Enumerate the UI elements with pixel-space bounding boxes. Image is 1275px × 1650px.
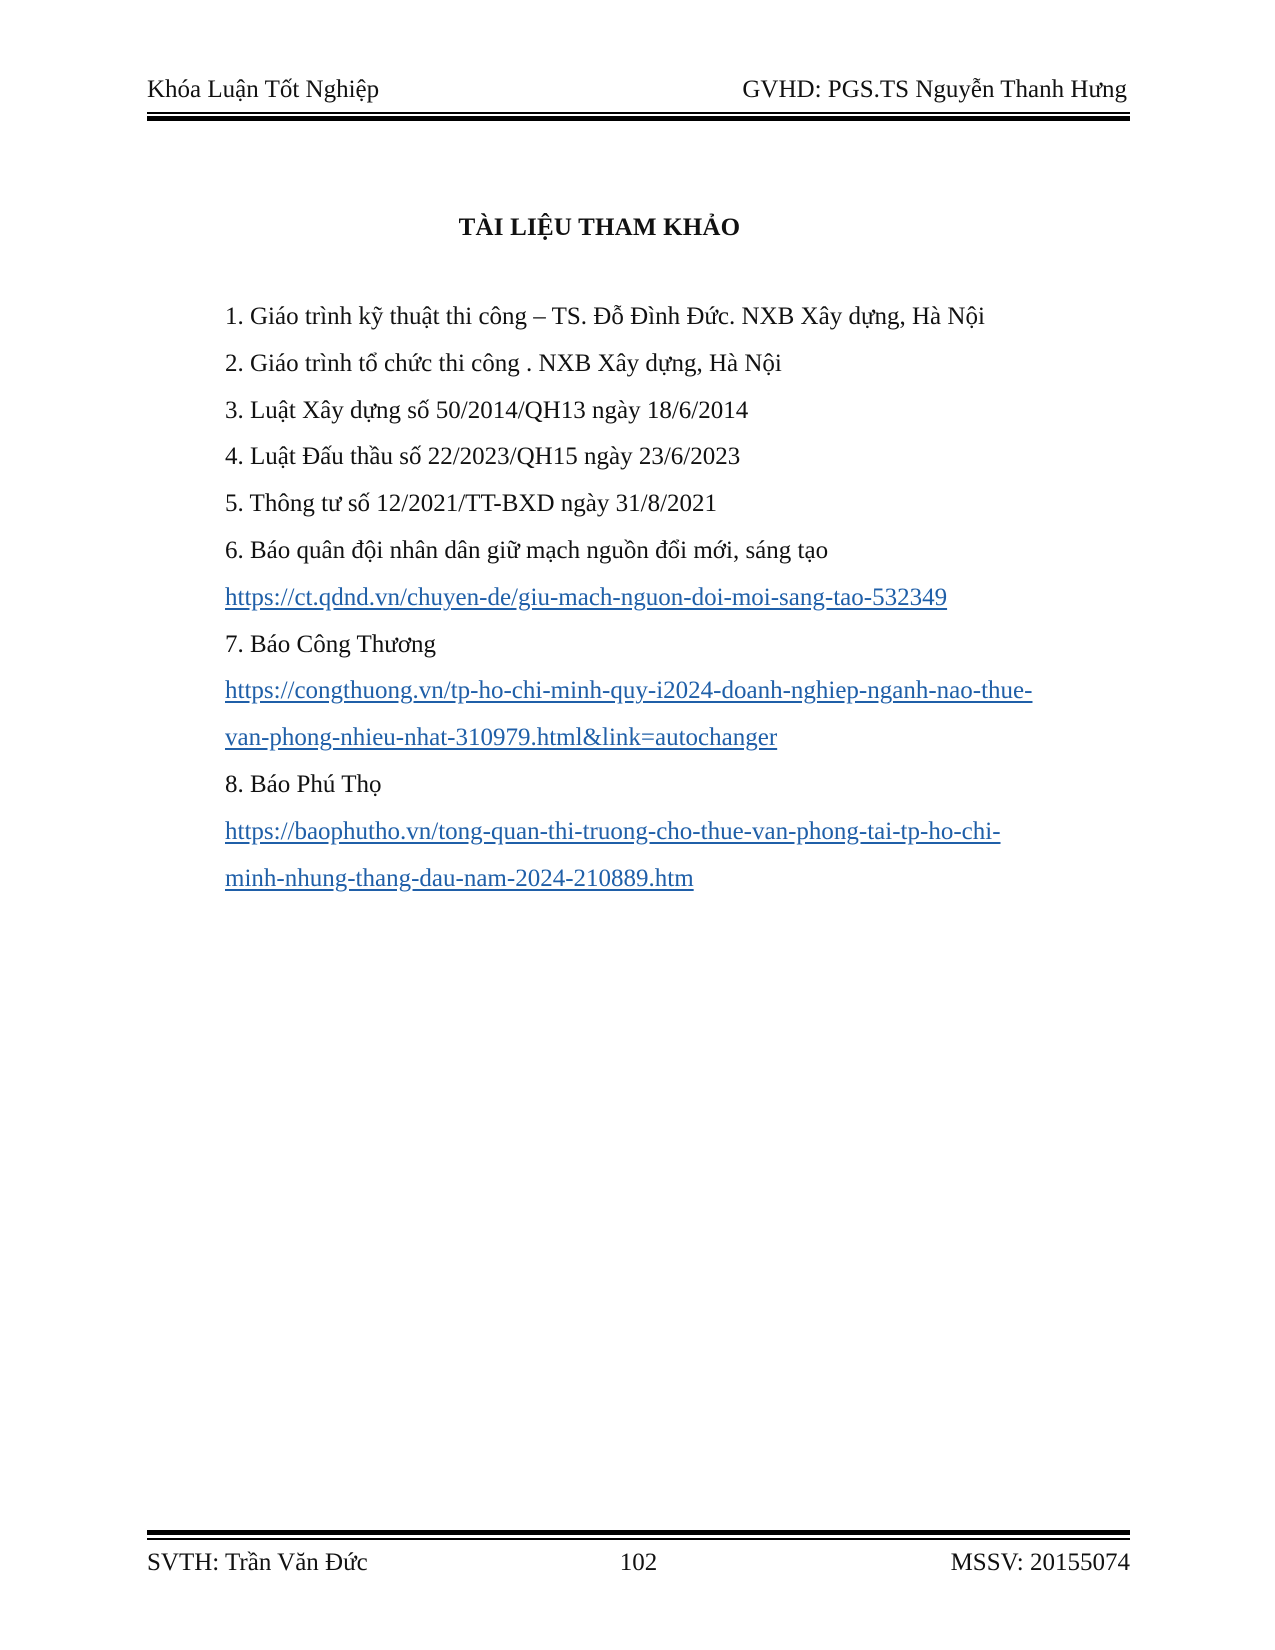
page-footer: [147, 1549, 1130, 1589]
reference-item-6: 6. Báo quân đội nhân dân giữ mạch nguồn đổi mới, sáng tạo: [225, 536, 829, 564]
reference-item-4: 4. Luật Đấu thầu số 22/2023/QH15 ngày 23/6/2023: [225, 443, 741, 471]
reference-item-5: 5. Thông tư số 12/2021/TT-BXD ngày 31/8/2021: [225, 490, 718, 518]
page-title: TÀI LIỆU THAM KHẢO: [458, 214, 741, 241]
footer-rule-thin: [147, 1538, 1130, 1540]
reference-link-6[interactable]: https://ct.qdnd.vn/chuyen-de/giu-mach-nguon-doi-moi-sang-tao-532349: [225, 583, 948, 611]
footer-rule-thick: [147, 1530, 1130, 1535]
page-number: 102: [619, 1549, 658, 1576]
reference-item-3: 3. Luật Xây dựng số 50/2014/QH13 ngày 18/6/2014: [225, 396, 749, 424]
reference-item-7: 7. Báo Công Thương: [225, 630, 437, 658]
reference-link-8-line-2[interactable]: minh-nhung-thang-dau-nam-2024-210889.htm: [225, 864, 694, 892]
header-rule-thin: [147, 112, 1130, 114]
page-header: [147, 76, 1127, 116]
reference-link-8-line-1[interactable]: https://baophutho.vn/tong-quan-thi-truong-cho-thue-van-phong-tai-tp-ho-chi-: [225, 817, 1001, 845]
reference-item-8: 8. Báo Phú Thọ: [225, 770, 382, 798]
footer-student-id: MSSV: 20155074: [950, 1549, 1130, 1576]
reference-item-2: 2. Giáo trình tổ chức thi công . NXB Xây dựng, Hà Nội: [225, 349, 782, 377]
header-advisor: GVHD: PGS.TS Nguyễn Thanh Hưng: [742, 76, 1127, 103]
reference-link-7-line-1[interactable]: https://congthuong.vn/tp-ho-chi-minh-quy-i2024-doanh-nghiep-nganh-nao-thue-: [225, 677, 1033, 705]
header-rule-thick: [147, 116, 1130, 121]
header-thesis-label: Khóa Luận Tốt Nghiệp: [147, 76, 380, 103]
footer-student: SVTH: Trần Văn Đức: [147, 1549, 368, 1576]
reference-list: [225, 294, 1145, 902]
reference-link-7-line-2[interactable]: van-phong-nhieu-nhat-310979.html&link=autochanger: [225, 724, 778, 752]
reference-item-1: 1. Giáo trình kỹ thuật thi công – TS. Đỗ Đình Đức. NXB Xây dựng, Hà Nội: [225, 303, 985, 330]
